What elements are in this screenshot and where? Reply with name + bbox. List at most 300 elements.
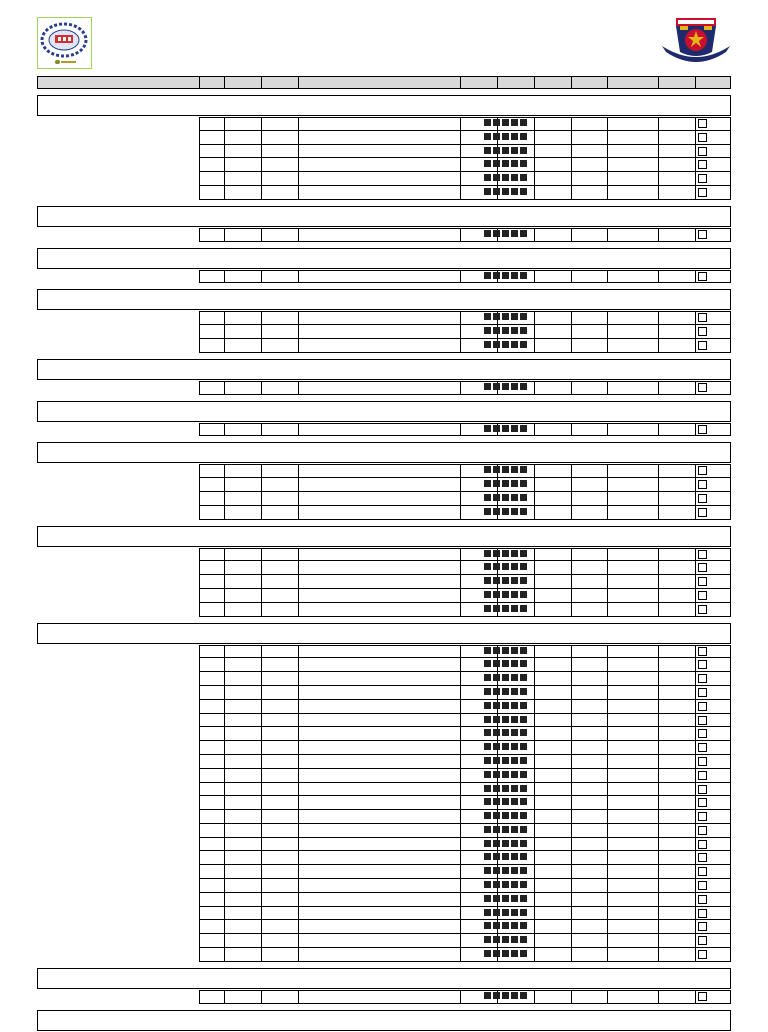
rating-square-icon[interactable] <box>511 188 518 195</box>
rating-square-icon[interactable] <box>484 550 491 557</box>
rating-square-icon[interactable] <box>511 133 518 140</box>
rating-square-icon[interactable] <box>511 327 518 334</box>
row-checkbox[interactable] <box>698 743 707 752</box>
rating-square-icon[interactable] <box>493 895 500 902</box>
rating-square-icon[interactable] <box>511 688 518 695</box>
rating-square-icon[interactable] <box>520 563 527 570</box>
rating-square-icon[interactable] <box>502 729 509 736</box>
rating-square-icon[interactable] <box>493 867 500 874</box>
row-checkbox[interactable] <box>698 785 707 794</box>
rating-square-icon[interactable] <box>502 174 509 181</box>
row-checkbox[interactable] <box>698 383 707 392</box>
row-checkbox[interactable] <box>698 160 707 169</box>
rating-square-icon[interactable] <box>493 840 500 847</box>
rating-square-icon[interactable] <box>493 922 500 929</box>
rating-square-icon[interactable] <box>511 119 518 126</box>
rating-square-icon[interactable] <box>484 425 491 432</box>
rating-square-icon[interactable] <box>520 577 527 584</box>
rating-square-icon[interactable] <box>502 798 509 805</box>
rating-square-icon[interactable] <box>520 341 527 348</box>
row-checkbox[interactable] <box>698 230 707 239</box>
rating-square-icon[interactable] <box>493 508 500 515</box>
row-checkbox[interactable] <box>698 133 707 142</box>
rating-square-icon[interactable] <box>520 757 527 764</box>
rating-square-icon[interactable] <box>484 909 491 916</box>
rating-square-icon[interactable] <box>520 591 527 598</box>
rating-square-icon[interactable] <box>484 313 491 320</box>
rating-scale[interactable] <box>484 466 527 474</box>
rating-square-icon[interactable] <box>493 785 500 792</box>
rating-square-icon[interactable] <box>520 647 527 654</box>
rating-square-icon[interactable] <box>511 909 518 916</box>
rating-scale[interactable] <box>484 840 527 848</box>
rating-square-icon[interactable] <box>511 660 518 667</box>
rating-square-icon[interactable] <box>502 688 509 695</box>
rating-square-icon[interactable] <box>502 230 509 237</box>
rating-square-icon[interactable] <box>502 812 509 819</box>
rating-square-icon[interactable] <box>484 508 491 515</box>
rating-scale[interactable] <box>484 508 527 516</box>
rating-square-icon[interactable] <box>484 327 491 334</box>
rating-scale[interactable] <box>484 812 527 820</box>
rating-square-icon[interactable] <box>520 840 527 847</box>
rating-scale[interactable] <box>484 743 527 751</box>
row-checkbox[interactable] <box>698 550 707 559</box>
rating-scale[interactable] <box>484 785 527 793</box>
rating-square-icon[interactable] <box>520 992 527 999</box>
rating-scale[interactable] <box>484 119 527 127</box>
rating-scale[interactable] <box>484 341 527 349</box>
rating-scale[interactable] <box>484 577 527 585</box>
rating-square-icon[interactable] <box>493 313 500 320</box>
rating-square-icon[interactable] <box>493 812 500 819</box>
rating-square-icon[interactable] <box>502 119 509 126</box>
row-checkbox[interactable] <box>698 577 707 586</box>
rating-square-icon[interactable] <box>520 729 527 736</box>
rating-square-icon[interactable] <box>502 771 509 778</box>
rating-square-icon[interactable] <box>493 853 500 860</box>
rating-square-icon[interactable] <box>493 743 500 750</box>
rating-square-icon[interactable] <box>511 840 518 847</box>
rating-square-icon[interactable] <box>484 936 491 943</box>
rating-square-icon[interactable] <box>484 922 491 929</box>
rating-square-icon[interactable] <box>520 881 527 888</box>
rating-square-icon[interactable] <box>484 577 491 584</box>
rating-square-icon[interactable] <box>493 688 500 695</box>
rating-square-icon[interactable] <box>511 480 518 487</box>
rating-square-icon[interactable] <box>502 313 509 320</box>
rating-scale[interactable] <box>484 188 527 196</box>
rating-square-icon[interactable] <box>493 563 500 570</box>
rating-square-icon[interactable] <box>493 494 500 501</box>
row-checkbox[interactable] <box>698 591 707 600</box>
rating-square-icon[interactable] <box>484 702 491 709</box>
rating-square-icon[interactable] <box>520 550 527 557</box>
rating-square-icon[interactable] <box>484 716 491 723</box>
row-checkbox[interactable] <box>698 119 707 128</box>
row-checkbox[interactable] <box>698 936 707 945</box>
rating-square-icon[interactable] <box>502 674 509 681</box>
rating-square-icon[interactable] <box>484 160 491 167</box>
rating-scale[interactable] <box>484 174 527 182</box>
row-checkbox[interactable] <box>698 494 707 503</box>
rating-square-icon[interactable] <box>511 160 518 167</box>
rating-square-icon[interactable] <box>520 922 527 929</box>
rating-square-icon[interactable] <box>502 992 509 999</box>
row-checkbox[interactable] <box>698 922 707 931</box>
rating-square-icon[interactable] <box>511 174 518 181</box>
rating-square-icon[interactable] <box>511 729 518 736</box>
rating-scale[interactable] <box>484 895 527 903</box>
rating-square-icon[interactable] <box>511 494 518 501</box>
rating-square-icon[interactable] <box>502 160 509 167</box>
rating-square-icon[interactable] <box>493 771 500 778</box>
rating-square-icon[interactable] <box>520 327 527 334</box>
rating-square-icon[interactable] <box>493 660 500 667</box>
rating-square-icon[interactable] <box>493 647 500 654</box>
rating-square-icon[interactable] <box>484 992 491 999</box>
row-checkbox[interactable] <box>698 950 707 959</box>
row-checkbox[interactable] <box>698 729 707 738</box>
row-checkbox[interactable] <box>698 688 707 697</box>
rating-square-icon[interactable] <box>502 425 509 432</box>
row-checkbox[interactable] <box>698 757 707 766</box>
rating-square-icon[interactable] <box>493 909 500 916</box>
rating-square-icon[interactable] <box>493 591 500 598</box>
rating-square-icon[interactable] <box>484 563 491 570</box>
rating-square-icon[interactable] <box>520 771 527 778</box>
rating-scale[interactable] <box>484 757 527 765</box>
rating-square-icon[interactable] <box>493 577 500 584</box>
rating-square-icon[interactable] <box>520 313 527 320</box>
rating-square-icon[interactable] <box>511 272 518 279</box>
rating-square-icon[interactable] <box>502 909 509 916</box>
rating-square-icon[interactable] <box>502 605 509 612</box>
rating-square-icon[interactable] <box>502 341 509 348</box>
rating-square-icon[interactable] <box>520 660 527 667</box>
rating-square-icon[interactable] <box>502 647 509 654</box>
rating-square-icon[interactable] <box>502 702 509 709</box>
rating-scale[interactable] <box>484 922 527 930</box>
row-checkbox[interactable] <box>698 480 707 489</box>
rating-scale[interactable] <box>484 133 527 141</box>
rating-square-icon[interactable] <box>484 812 491 819</box>
rating-square-icon[interactable] <box>484 480 491 487</box>
rating-square-icon[interactable] <box>493 881 500 888</box>
rating-square-icon[interactable] <box>511 895 518 902</box>
rating-square-icon[interactable] <box>502 922 509 929</box>
rating-square-icon[interactable] <box>502 826 509 833</box>
row-checkbox[interactable] <box>698 674 707 683</box>
rating-scale[interactable] <box>484 867 527 875</box>
rating-square-icon[interactable] <box>484 147 491 154</box>
rating-square-icon[interactable] <box>493 425 500 432</box>
rating-scale[interactable] <box>484 480 527 488</box>
rating-square-icon[interactable] <box>511 936 518 943</box>
rating-square-icon[interactable] <box>502 133 509 140</box>
rating-square-icon[interactable] <box>493 480 500 487</box>
rating-square-icon[interactable] <box>511 591 518 598</box>
rating-square-icon[interactable] <box>511 466 518 473</box>
rating-square-icon[interactable] <box>484 272 491 279</box>
rating-square-icon[interactable] <box>511 867 518 874</box>
row-checkbox[interactable] <box>698 188 707 197</box>
rating-square-icon[interactable] <box>484 674 491 681</box>
rating-square-icon[interactable] <box>484 605 491 612</box>
rating-square-icon[interactable] <box>484 785 491 792</box>
row-checkbox[interactable] <box>698 992 707 1001</box>
row-checkbox[interactable] <box>698 867 707 876</box>
rating-square-icon[interactable] <box>520 674 527 681</box>
rating-square-icon[interactable] <box>484 853 491 860</box>
rating-square-icon[interactable] <box>493 133 500 140</box>
row-checkbox[interactable] <box>698 563 707 572</box>
rating-square-icon[interactable] <box>484 383 491 390</box>
rating-square-icon[interactable] <box>493 230 500 237</box>
rating-square-icon[interactable] <box>493 702 500 709</box>
rating-square-icon[interactable] <box>520 716 527 723</box>
rating-square-icon[interactable] <box>511 950 518 957</box>
rating-scale[interactable] <box>484 729 527 737</box>
rating-square-icon[interactable] <box>520 160 527 167</box>
rating-square-icon[interactable] <box>493 160 500 167</box>
rating-square-icon[interactable] <box>520 785 527 792</box>
rating-square-icon[interactable] <box>493 119 500 126</box>
rating-square-icon[interactable] <box>502 591 509 598</box>
row-checkbox[interactable] <box>698 853 707 862</box>
rating-square-icon[interactable] <box>502 853 509 860</box>
rating-square-icon[interactable] <box>484 188 491 195</box>
rating-scale[interactable] <box>484 660 527 668</box>
rating-square-icon[interactable] <box>511 313 518 320</box>
rating-scale[interactable] <box>484 147 527 155</box>
rating-square-icon[interactable] <box>493 716 500 723</box>
rating-square-icon[interactable] <box>520 950 527 957</box>
row-checkbox[interactable] <box>698 716 707 725</box>
rating-square-icon[interactable] <box>520 133 527 140</box>
rating-square-icon[interactable] <box>484 133 491 140</box>
rating-scale[interactable] <box>484 327 527 335</box>
rating-scale[interactable] <box>484 909 527 917</box>
rating-square-icon[interactable] <box>502 494 509 501</box>
rating-square-icon[interactable] <box>511 922 518 929</box>
rating-square-icon[interactable] <box>511 383 518 390</box>
row-checkbox[interactable] <box>698 702 707 711</box>
row-checkbox[interactable] <box>698 174 707 183</box>
rating-square-icon[interactable] <box>502 272 509 279</box>
rating-square-icon[interactable] <box>493 383 500 390</box>
rating-square-icon[interactable] <box>484 230 491 237</box>
rating-square-icon[interactable] <box>493 674 500 681</box>
rating-square-icon[interactable] <box>493 936 500 943</box>
rating-square-icon[interactable] <box>502 577 509 584</box>
rating-square-icon[interactable] <box>502 147 509 154</box>
rating-square-icon[interactable] <box>493 174 500 181</box>
rating-square-icon[interactable] <box>493 992 500 999</box>
rating-square-icon[interactable] <box>511 716 518 723</box>
row-checkbox[interactable] <box>698 771 707 780</box>
rating-square-icon[interactable] <box>520 798 527 805</box>
rating-square-icon[interactable] <box>502 716 509 723</box>
rating-square-icon[interactable] <box>484 174 491 181</box>
rating-square-icon[interactable] <box>484 840 491 847</box>
rating-square-icon[interactable] <box>520 188 527 195</box>
rating-square-icon[interactable] <box>520 425 527 432</box>
rating-square-icon[interactable] <box>520 466 527 473</box>
rating-square-icon[interactable] <box>484 881 491 888</box>
rating-square-icon[interactable] <box>520 702 527 709</box>
rating-square-icon[interactable] <box>511 674 518 681</box>
row-checkbox[interactable] <box>698 466 707 475</box>
rating-square-icon[interactable] <box>502 785 509 792</box>
rating-square-icon[interactable] <box>502 936 509 943</box>
rating-square-icon[interactable] <box>511 743 518 750</box>
rating-square-icon[interactable] <box>520 605 527 612</box>
rating-square-icon[interactable] <box>520 480 527 487</box>
rating-square-icon[interactable] <box>511 425 518 432</box>
rating-square-icon[interactable] <box>484 466 491 473</box>
rating-scale[interactable] <box>484 688 527 696</box>
rating-square-icon[interactable] <box>493 466 500 473</box>
rating-square-icon[interactable] <box>520 147 527 154</box>
rating-square-icon[interactable] <box>502 563 509 570</box>
rating-square-icon[interactable] <box>511 757 518 764</box>
row-checkbox[interactable] <box>698 647 707 656</box>
rating-scale[interactable] <box>484 936 527 944</box>
rating-square-icon[interactable] <box>511 785 518 792</box>
rating-square-icon[interactable] <box>484 826 491 833</box>
rating-scale[interactable] <box>484 950 527 958</box>
rating-scale[interactable] <box>484 647 527 655</box>
rating-square-icon[interactable] <box>520 743 527 750</box>
rating-square-icon[interactable] <box>520 230 527 237</box>
rating-square-icon[interactable] <box>502 327 509 334</box>
row-checkbox[interactable] <box>698 812 707 821</box>
rating-scale[interactable] <box>484 313 527 321</box>
rating-square-icon[interactable] <box>484 771 491 778</box>
rating-square-icon[interactable] <box>502 188 509 195</box>
rating-square-icon[interactable] <box>511 230 518 237</box>
rating-square-icon[interactable] <box>484 757 491 764</box>
rating-square-icon[interactable] <box>484 895 491 902</box>
rating-square-icon[interactable] <box>484 494 491 501</box>
rating-square-icon[interactable] <box>502 383 509 390</box>
rating-scale[interactable] <box>484 992 527 1000</box>
rating-square-icon[interactable] <box>484 591 491 598</box>
row-checkbox[interactable] <box>698 147 707 156</box>
rating-square-icon[interactable] <box>520 119 527 126</box>
rating-square-icon[interactable] <box>484 867 491 874</box>
rating-scale[interactable] <box>484 716 527 724</box>
rating-square-icon[interactable] <box>511 881 518 888</box>
rating-square-icon[interactable] <box>484 729 491 736</box>
rating-square-icon[interactable] <box>511 798 518 805</box>
rating-square-icon[interactable] <box>520 867 527 874</box>
row-checkbox[interactable] <box>698 272 707 281</box>
rating-square-icon[interactable] <box>520 853 527 860</box>
rating-scale[interactable] <box>484 853 527 861</box>
rating-square-icon[interactable] <box>502 466 509 473</box>
rating-square-icon[interactable] <box>484 688 491 695</box>
rating-square-icon[interactable] <box>484 743 491 750</box>
rating-square-icon[interactable] <box>511 550 518 557</box>
rating-square-icon[interactable] <box>520 936 527 943</box>
row-checkbox[interactable] <box>698 909 707 918</box>
rating-scale[interactable] <box>484 591 527 599</box>
rating-square-icon[interactable] <box>520 812 527 819</box>
rating-square-icon[interactable] <box>493 147 500 154</box>
rating-square-icon[interactable] <box>502 895 509 902</box>
rating-square-icon[interactable] <box>511 563 518 570</box>
rating-square-icon[interactable] <box>520 494 527 501</box>
rating-square-icon[interactable] <box>511 702 518 709</box>
row-checkbox[interactable] <box>698 826 707 835</box>
rating-square-icon[interactable] <box>511 341 518 348</box>
rating-scale[interactable] <box>484 425 527 433</box>
rating-square-icon[interactable] <box>493 757 500 764</box>
rating-square-icon[interactable] <box>511 812 518 819</box>
rating-square-icon[interactable] <box>502 480 509 487</box>
rating-square-icon[interactable] <box>502 660 509 667</box>
rating-scale[interactable] <box>484 383 527 391</box>
rating-square-icon[interactable] <box>493 826 500 833</box>
rating-square-icon[interactable] <box>502 743 509 750</box>
rating-square-icon[interactable] <box>511 853 518 860</box>
row-checkbox[interactable] <box>698 840 707 849</box>
row-checkbox[interactable] <box>698 660 707 669</box>
rating-scale[interactable] <box>484 702 527 710</box>
rating-square-icon[interactable] <box>511 647 518 654</box>
rating-scale[interactable] <box>484 798 527 806</box>
rating-square-icon[interactable] <box>511 992 518 999</box>
rating-scale[interactable] <box>484 605 527 613</box>
rating-scale[interactable] <box>484 230 527 238</box>
rating-scale[interactable] <box>484 771 527 779</box>
rating-square-icon[interactable] <box>520 383 527 390</box>
rating-square-icon[interactable] <box>502 757 509 764</box>
rating-square-icon[interactable] <box>511 508 518 515</box>
rating-scale[interactable] <box>484 881 527 889</box>
row-checkbox[interactable] <box>698 313 707 322</box>
row-checkbox[interactable] <box>698 881 707 890</box>
rating-square-icon[interactable] <box>493 798 500 805</box>
rating-square-icon[interactable] <box>484 341 491 348</box>
row-checkbox[interactable] <box>698 895 707 904</box>
rating-square-icon[interactable] <box>484 119 491 126</box>
rating-square-icon[interactable] <box>520 508 527 515</box>
rating-square-icon[interactable] <box>511 826 518 833</box>
rating-square-icon[interactable] <box>502 508 509 515</box>
rating-square-icon[interactable] <box>511 147 518 154</box>
rating-square-icon[interactable] <box>511 577 518 584</box>
row-checkbox[interactable] <box>698 605 707 614</box>
row-checkbox[interactable] <box>698 327 707 336</box>
row-checkbox[interactable] <box>698 508 707 517</box>
rating-square-icon[interactable] <box>520 688 527 695</box>
rating-square-icon[interactable] <box>493 729 500 736</box>
rating-scale[interactable] <box>484 550 527 558</box>
rating-scale[interactable] <box>484 494 527 502</box>
rating-square-icon[interactable] <box>484 647 491 654</box>
rating-scale[interactable] <box>484 563 527 571</box>
rating-square-icon[interactable] <box>484 660 491 667</box>
rating-square-icon[interactable] <box>484 798 491 805</box>
rating-square-icon[interactable] <box>502 881 509 888</box>
rating-square-icon[interactable] <box>520 895 527 902</box>
rating-square-icon[interactable] <box>511 605 518 612</box>
rating-square-icon[interactable] <box>502 867 509 874</box>
rating-scale[interactable] <box>484 272 527 280</box>
